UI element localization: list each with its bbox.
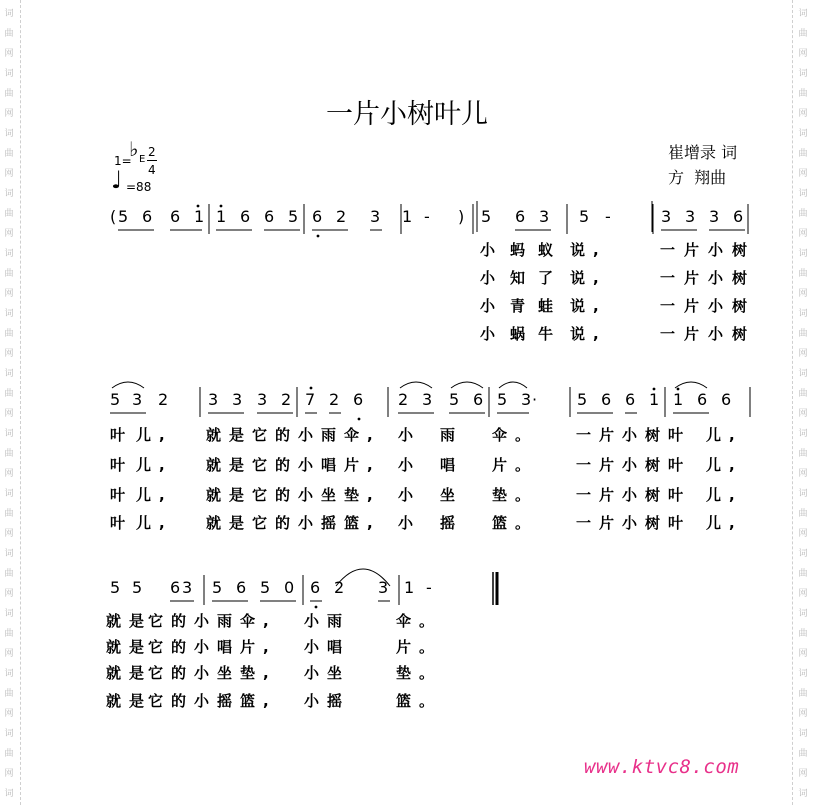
slur bbox=[675, 382, 707, 388]
note: 2 bbox=[334, 578, 345, 597]
watermark-char: 网 bbox=[798, 409, 808, 419]
note: 6 bbox=[721, 390, 732, 409]
lyric-text: 就是 bbox=[106, 612, 153, 630]
watermark-char: 词 bbox=[4, 249, 14, 259]
note: 5 bbox=[260, 578, 271, 597]
watermark-char: 词 bbox=[4, 69, 14, 79]
note: 5 bbox=[212, 578, 223, 597]
watermark-char: 词 bbox=[4, 9, 14, 19]
note: 3 bbox=[709, 207, 720, 226]
lyric-text: 一片小树叶 bbox=[576, 486, 692, 504]
note: 6 bbox=[625, 390, 636, 409]
watermark-char: 网 bbox=[798, 289, 808, 299]
watermark-char: 词 bbox=[4, 309, 14, 319]
watermark-char: 网 bbox=[4, 289, 14, 299]
watermark-char: 网 bbox=[798, 589, 808, 599]
tempo-value: =88 bbox=[126, 180, 152, 194]
watermark-char: 词 bbox=[4, 789, 14, 799]
lyric-text: 篮。 bbox=[492, 514, 539, 532]
note: 2 bbox=[398, 390, 409, 409]
watermark-char: 网 bbox=[4, 229, 14, 239]
lyric-text: 小 bbox=[398, 426, 422, 444]
watermark-char: 词 bbox=[798, 129, 808, 139]
watermark-char: 词 bbox=[4, 549, 14, 559]
lyric-text: 小 bbox=[708, 325, 732, 343]
key-prefix: 1= bbox=[114, 154, 132, 168]
lyric-text: 片 bbox=[684, 297, 708, 315]
lyric-text: 一 bbox=[660, 325, 684, 343]
high-octave-dot bbox=[653, 388, 656, 391]
watermark-char: 网 bbox=[4, 409, 14, 419]
lyric-text: 小 bbox=[708, 241, 732, 259]
note: - bbox=[424, 207, 430, 226]
low-octave-dot bbox=[315, 606, 318, 609]
note: 3 bbox=[539, 207, 550, 226]
note: 5 bbox=[110, 578, 121, 597]
lyric-text: 小 bbox=[398, 514, 422, 532]
watermark-char: 曲 bbox=[798, 149, 808, 159]
watermark-char: 词 bbox=[798, 489, 808, 499]
lyric-text: 树 bbox=[732, 297, 756, 315]
watermark-char: 网 bbox=[4, 349, 14, 359]
lyric-text: 一 bbox=[660, 297, 684, 315]
high-octave-dot bbox=[310, 387, 313, 390]
watermark-char: 词 bbox=[798, 789, 808, 799]
lyric-text: 小 bbox=[480, 269, 504, 287]
note: 1 bbox=[216, 207, 227, 226]
watermark-char: 网 bbox=[4, 649, 14, 659]
slur bbox=[499, 382, 527, 388]
note: 5 bbox=[497, 390, 508, 409]
watermark-char: 曲 bbox=[4, 89, 14, 99]
slur bbox=[112, 382, 144, 388]
note: 3 bbox=[182, 578, 193, 597]
note: 6 bbox=[515, 207, 526, 226]
note: 3 bbox=[422, 390, 433, 409]
lyric-text: 蚁 bbox=[538, 241, 562, 259]
lyric-text: 树 bbox=[732, 241, 756, 259]
lyric-text: 一片小树叶 bbox=[576, 426, 692, 444]
high-octave-dot bbox=[220, 205, 223, 208]
lyricist-credit: 崔增录 词 bbox=[668, 143, 738, 162]
watermark-char: 曲 bbox=[798, 509, 808, 519]
note: 7 bbox=[305, 390, 316, 409]
lyric-text: 伞。 bbox=[396, 612, 443, 630]
lyric-text: 树 bbox=[732, 325, 756, 343]
note: 6 bbox=[170, 207, 181, 226]
note: 3 bbox=[232, 390, 243, 409]
site-url: www.ktvc8.com bbox=[584, 756, 740, 778]
lyric-text: 儿, bbox=[136, 486, 173, 504]
lyric-text: 树 bbox=[732, 269, 756, 287]
lyric-text: 叶 bbox=[110, 486, 134, 504]
lyric-text: 小唱 bbox=[304, 638, 351, 656]
lyric-text: 片。 bbox=[396, 638, 443, 656]
lyric-text: 唱 bbox=[440, 456, 464, 474]
watermark-char: 曲 bbox=[798, 389, 808, 399]
note: 3 bbox=[685, 207, 696, 226]
watermark-char: 词 bbox=[4, 609, 14, 619]
note: 6 bbox=[236, 578, 247, 597]
watermark-char: 网 bbox=[798, 469, 808, 479]
watermark-char: 曲 bbox=[798, 689, 808, 699]
lyric-text: 片 bbox=[684, 325, 708, 343]
watermark-char: 曲 bbox=[798, 29, 808, 39]
composer-credit: 方 翔曲 bbox=[668, 168, 727, 187]
lyric-text: 小 bbox=[480, 241, 504, 259]
note: 6 bbox=[240, 207, 251, 226]
note: 6 bbox=[142, 207, 153, 226]
lyric-text: 说, bbox=[570, 297, 607, 315]
note: 3 bbox=[132, 390, 143, 409]
note: 3 bbox=[370, 207, 381, 226]
note: 1 bbox=[649, 390, 660, 409]
watermark-char: 网 bbox=[798, 109, 808, 119]
watermark-char: 曲 bbox=[4, 749, 14, 759]
note: 0 bbox=[284, 578, 295, 597]
lyric-text: 蛙 bbox=[538, 297, 562, 315]
note: 5 bbox=[577, 390, 588, 409]
watermark-char: 网 bbox=[798, 169, 808, 179]
lyric-text: 它的小雨伞, bbox=[148, 612, 277, 630]
watermark-char: 网 bbox=[798, 229, 808, 239]
lyric-text: 就是它的小唱片, bbox=[206, 456, 381, 474]
lyric-text: 儿, bbox=[706, 456, 743, 474]
note: 5 bbox=[132, 578, 143, 597]
watermark-char: 曲 bbox=[798, 749, 808, 759]
lyric-text: 就是它的小坐垫, bbox=[206, 486, 381, 504]
note: 5 bbox=[118, 207, 129, 226]
watermark-char: 网 bbox=[798, 49, 808, 59]
watermark-char: 网 bbox=[798, 709, 808, 719]
watermark-char: 网 bbox=[798, 649, 808, 659]
key-note: E bbox=[139, 154, 146, 165]
watermark-char: 词 bbox=[798, 69, 808, 79]
slur bbox=[336, 569, 390, 586]
lyric-text: 儿, bbox=[136, 456, 173, 474]
note: 2 bbox=[158, 390, 169, 409]
watermark-char: 曲 bbox=[798, 449, 808, 459]
lyric-text: 儿, bbox=[706, 426, 743, 444]
watermark-char: 词 bbox=[4, 129, 14, 139]
lyric-text: 小 bbox=[480, 297, 504, 315]
lyric-text: 说, bbox=[570, 325, 607, 343]
watermark-char: 词 bbox=[4, 429, 14, 439]
low-octave-dot bbox=[317, 235, 320, 238]
watermark-char: 词 bbox=[4, 729, 14, 739]
flat-sign: ♭ bbox=[129, 137, 139, 161]
lyric-text: 叶 bbox=[110, 426, 134, 444]
lyric-text: 小坐 bbox=[304, 664, 351, 682]
lyric-text: 伞。 bbox=[492, 426, 539, 444]
lyric-text: 片 bbox=[684, 241, 708, 259]
lyric-text: 它的小摇篮, bbox=[148, 692, 277, 710]
watermark-char: 曲 bbox=[4, 209, 14, 219]
note: 6 bbox=[733, 207, 744, 226]
watermark-char: 曲 bbox=[4, 629, 14, 639]
note: ) bbox=[458, 207, 465, 226]
note: 6 bbox=[312, 207, 323, 226]
lyric-text: 一 bbox=[660, 241, 684, 259]
lyric-text: 就是它的小雨伞, bbox=[206, 426, 381, 444]
watermark-char: 曲 bbox=[4, 569, 14, 579]
lyric-text: 牛 bbox=[538, 325, 562, 343]
lyric-text: 它的小唱片, bbox=[148, 638, 277, 656]
lyric-text: 蜗 bbox=[510, 325, 534, 343]
watermark-char: 词 bbox=[4, 669, 14, 679]
time-signature-top: 2 bbox=[148, 145, 156, 159]
lyric-text: 叶 bbox=[110, 514, 134, 532]
note: 6 bbox=[264, 207, 275, 226]
lyric-text: 垫。 bbox=[396, 664, 443, 682]
lyric-text: 雨 bbox=[440, 426, 464, 444]
note: 5 bbox=[110, 390, 121, 409]
watermark-char: 词 bbox=[798, 429, 808, 439]
watermark-char: 网 bbox=[4, 589, 14, 599]
watermark-char: 词 bbox=[798, 309, 808, 319]
lyric-text: 小 bbox=[398, 456, 422, 474]
high-octave-dot bbox=[197, 205, 200, 208]
lyric-text: 小 bbox=[708, 297, 732, 315]
lyric-text: 一片小树叶 bbox=[576, 456, 692, 474]
note: - bbox=[605, 207, 611, 226]
watermark-char: 词 bbox=[4, 369, 14, 379]
slur bbox=[451, 382, 483, 388]
watermark-char: 网 bbox=[4, 529, 14, 539]
note: 2 bbox=[336, 207, 347, 226]
watermark-char: 曲 bbox=[4, 509, 14, 519]
watermark-char: 词 bbox=[798, 669, 808, 679]
watermark-char: 网 bbox=[4, 469, 14, 479]
note: 3 bbox=[661, 207, 672, 226]
lyric-text: 小 bbox=[480, 325, 504, 343]
note: 5 bbox=[449, 390, 460, 409]
watermark-char: 曲 bbox=[4, 149, 14, 159]
lyric-text: 小 bbox=[708, 269, 732, 287]
note: ( bbox=[110, 207, 117, 226]
watermark-char: 词 bbox=[798, 369, 808, 379]
song-title: 一片小树叶儿 bbox=[326, 99, 488, 130]
note: 3 bbox=[208, 390, 219, 409]
watermark-char: 曲 bbox=[4, 269, 14, 279]
watermark-char: 曲 bbox=[4, 329, 14, 339]
note: 1 bbox=[673, 390, 684, 409]
lyric-text: 摇 bbox=[440, 514, 464, 532]
low-octave-dot bbox=[358, 418, 361, 421]
slur bbox=[400, 382, 432, 388]
watermark-char: 网 bbox=[798, 349, 808, 359]
note: 6 bbox=[601, 390, 612, 409]
note: 3 bbox=[257, 390, 268, 409]
lyric-text: 片。 bbox=[492, 456, 539, 474]
watermark-char: 词 bbox=[798, 9, 808, 19]
note: 2 bbox=[281, 390, 292, 409]
high-octave-dot bbox=[677, 388, 680, 391]
lyric-text: 篮。 bbox=[396, 692, 443, 710]
note: 6 bbox=[353, 390, 364, 409]
note: - bbox=[426, 578, 432, 597]
lyric-text: 儿, bbox=[136, 426, 173, 444]
watermark-char: 词 bbox=[798, 729, 808, 739]
note: 2 bbox=[329, 390, 340, 409]
note: 3 bbox=[378, 578, 389, 597]
note: 5 bbox=[481, 207, 492, 226]
note: 5 bbox=[579, 207, 590, 226]
note: 6 bbox=[310, 578, 321, 597]
note: 6 bbox=[473, 390, 484, 409]
lyric-text: 它的小坐垫, bbox=[148, 664, 277, 682]
lyric-text: 儿, bbox=[706, 514, 743, 532]
watermark-char: 曲 bbox=[798, 329, 808, 339]
lyric-text: 就是 bbox=[106, 638, 153, 656]
watermark-char: 曲 bbox=[4, 389, 14, 399]
watermark-char: 曲 bbox=[798, 569, 808, 579]
note: 6 bbox=[697, 390, 708, 409]
watermark-char: 词 bbox=[798, 249, 808, 259]
lyric-text: 片 bbox=[684, 269, 708, 287]
lyric-text: 小 bbox=[398, 486, 422, 504]
watermark-char: 词 bbox=[798, 609, 808, 619]
lyric-text: 儿, bbox=[706, 486, 743, 504]
watermark-char: 网 bbox=[798, 529, 808, 539]
watermark-char: 曲 bbox=[798, 209, 808, 219]
note: 5 bbox=[288, 207, 299, 226]
lyric-text: 蚂 bbox=[510, 241, 534, 259]
watermark-char: 曲 bbox=[4, 29, 14, 39]
watermark-char: 词 bbox=[798, 549, 808, 559]
watermark-char: 曲 bbox=[798, 269, 808, 279]
lyric-text: 叶 bbox=[110, 456, 134, 474]
watermark-char: 词 bbox=[4, 189, 14, 199]
watermark-char: 网 bbox=[798, 769, 808, 779]
watermark-char: 网 bbox=[4, 769, 14, 779]
note: 6 bbox=[170, 578, 181, 597]
lyric-text: 小雨 bbox=[304, 612, 351, 630]
watermark-char: 网 bbox=[4, 49, 14, 59]
lyric-text: 说, bbox=[570, 269, 607, 287]
lyric-text: 一片小树叶 bbox=[576, 514, 692, 532]
watermark-char: 曲 bbox=[4, 689, 14, 699]
note: 1 bbox=[194, 207, 205, 226]
lyric-text: 坐 bbox=[440, 486, 464, 504]
time-signature-bottom: 4 bbox=[148, 163, 156, 177]
note: · bbox=[532, 390, 538, 409]
lyric-text: 就是它的小摇篮, bbox=[206, 514, 381, 532]
lyric-text: 了 bbox=[538, 269, 562, 287]
note: 3 bbox=[521, 390, 532, 409]
watermark-char: 曲 bbox=[798, 629, 808, 639]
lyric-text: 说, bbox=[570, 241, 607, 259]
lyric-text: 一 bbox=[660, 269, 684, 287]
watermark-char: 网 bbox=[4, 709, 14, 719]
watermark-char: 词 bbox=[798, 189, 808, 199]
lyric-text: 青 bbox=[510, 297, 534, 315]
lyric-text: 小摇 bbox=[304, 692, 351, 710]
note: 1 bbox=[402, 207, 413, 226]
lyric-text: 儿, bbox=[136, 514, 173, 532]
note: 1 bbox=[404, 578, 415, 597]
tempo-note-icon: ♩ bbox=[111, 166, 123, 194]
watermark-char: 曲 bbox=[4, 449, 14, 459]
lyric-text: 就是 bbox=[106, 664, 153, 682]
watermark-char: 网 bbox=[4, 109, 14, 119]
watermark-char: 曲 bbox=[798, 89, 808, 99]
lyric-text: 垫。 bbox=[492, 486, 539, 504]
lyric-text: 就是 bbox=[106, 692, 153, 710]
lyric-text: 知 bbox=[510, 269, 534, 287]
watermark-char: 词 bbox=[4, 489, 14, 499]
watermark-char: 网 bbox=[4, 169, 14, 179]
